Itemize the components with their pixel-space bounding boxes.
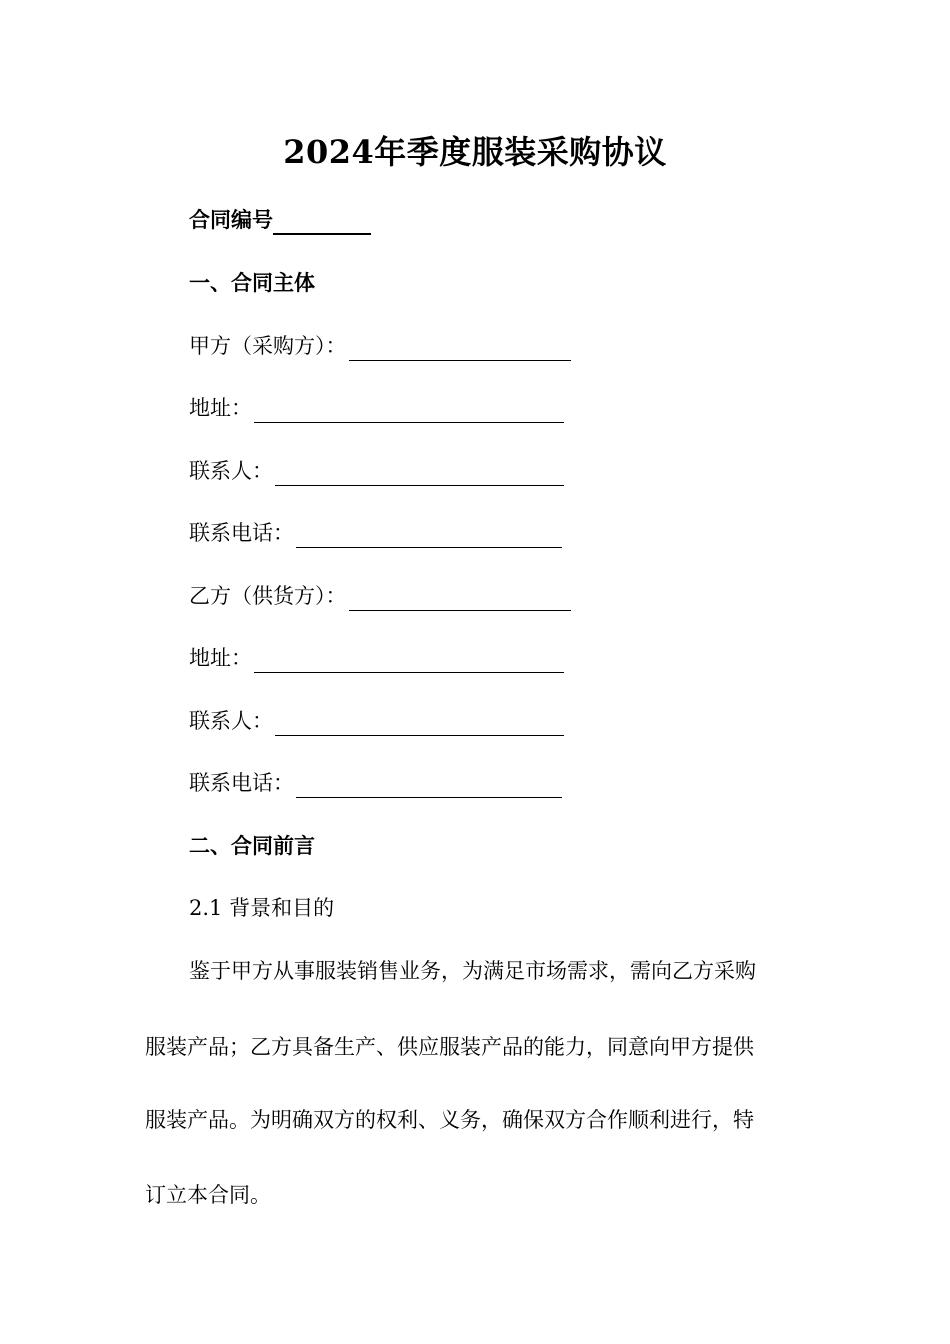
party-a-contact-label: 联系人：: [189, 459, 273, 483]
contract-number-row: [189, 205, 371, 235]
party-a-contact-blank[interactable]: [275, 463, 564, 486]
page-title: 2024年季度服装采购协议: [283, 133, 667, 171]
section-1-heading: 一、合同主体: [189, 270, 315, 295]
party-a-phone-blank[interactable]: [296, 525, 562, 548]
party-a-contact-row: [189, 456, 564, 486]
contract-number-blank[interactable]: [273, 211, 371, 235]
paragraph-line: 订立本合同。: [145, 1183, 271, 1207]
paragraph-line: 服装产品。为明确双方的权利、义务，确保双方合作顺利进行，特: [145, 1108, 754, 1132]
party-a-label: 甲方（采购方）：: [189, 334, 347, 358]
party-b-phone-label: 联系电话：: [189, 771, 294, 795]
paragraph-line: 鉴于甲方从事服装销售业务，为满足市场需求，需向乙方采购: [189, 959, 756, 983]
party-a-address-label: 地址：: [189, 396, 252, 420]
party-b-label: 乙方（供货方）：: [189, 584, 347, 608]
party-b-phone-blank[interactable]: [296, 775, 562, 798]
party-a-address-blank[interactable]: [254, 400, 564, 423]
section-2-1-heading: 2.1 背景和目的: [189, 896, 335, 920]
party-b-contact-blank[interactable]: [275, 713, 564, 736]
party-b-contact-label: 联系人：: [189, 709, 273, 733]
party-a-phone-label: 联系电话：: [189, 521, 294, 545]
contract-number-label: 合同编号: [189, 207, 273, 232]
party-b-address-label: 地址：: [189, 646, 252, 670]
section-2-heading: 二、合同前言: [189, 833, 315, 858]
party-b-contact-row: [189, 706, 564, 736]
party-b-row: [189, 581, 571, 611]
party-a-address-row: [189, 393, 564, 423]
party-b-address-row: [189, 643, 564, 673]
party-a-phone-row: [189, 518, 562, 548]
party-b-blank[interactable]: [349, 588, 571, 611]
paragraph-line: 服装产品；乙方具备生产、供应服装产品的能力，同意向甲方提供: [145, 1035, 754, 1059]
party-a-blank[interactable]: [349, 338, 571, 361]
party-b-phone-row: [189, 768, 562, 798]
party-b-address-blank[interactable]: [254, 650, 564, 673]
party-a-row: [189, 331, 571, 361]
